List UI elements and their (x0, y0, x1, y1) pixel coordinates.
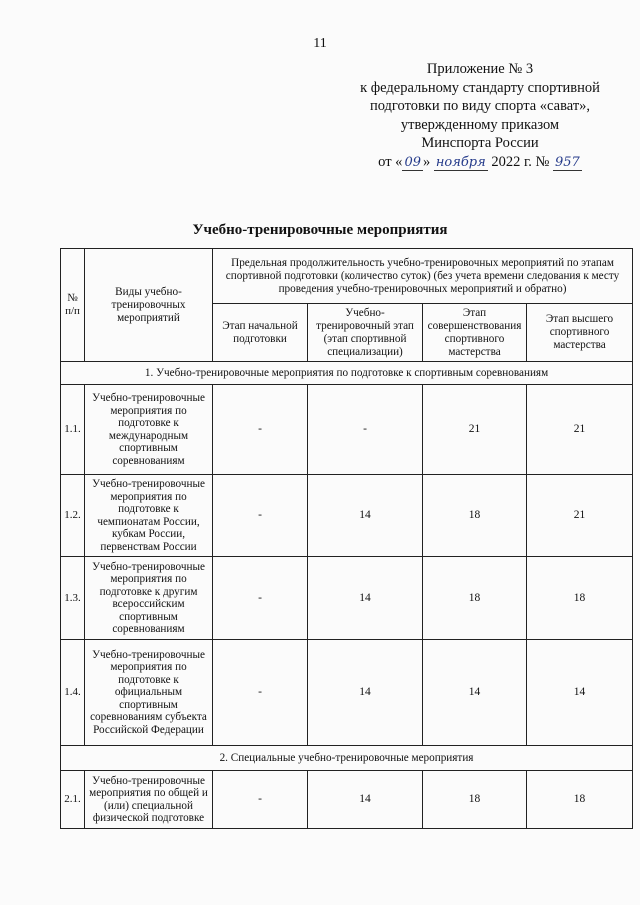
table-row (61, 475, 633, 557)
appendix-block (330, 60, 630, 172)
table-row (61, 640, 633, 746)
date-sep: » (422, 153, 431, 170)
row-num: 1.2. (61, 475, 85, 557)
header-stage: Этап высшего спортивного мастерства (527, 304, 633, 362)
row-value: 14 (308, 640, 423, 746)
row-value: 21 (527, 385, 633, 475)
header-num: № п/п (61, 249, 85, 362)
row-value: 18 (423, 557, 527, 640)
header-stage: Этап совершенствования спортивного мастерства (423, 304, 527, 362)
appendix-line: к федеральному стандарту спортивной (360, 79, 600, 96)
row-value: 18 (423, 771, 527, 829)
row-value: 14 (308, 557, 423, 640)
row-value: 14 (423, 640, 527, 746)
appendix-line: утвержденному приказом (400, 116, 560, 133)
section-title: 2. Специальные учебно-тренировочные мероприятия (61, 746, 633, 771)
section-title: 1. Учебно-тренировочные мероприятия по подготовке к спортивным соревнованиям (61, 362, 633, 385)
header-duration: Предельная продолжительность учебно-тренировочных мероприятий по этапам спортивной подготовки (количество суток) (без учета времени следования к месту проведения учебно-тренировочных мероприятий и обратно) (213, 249, 633, 304)
document-title: Учебно-тренировочные мероприятия (192, 222, 448, 238)
row-value: 21 (423, 385, 527, 475)
header-kinds: Виды учебно-тренировочных мероприятий (85, 249, 213, 362)
header-row (61, 249, 633, 304)
row-value: - (213, 475, 308, 557)
row-value: 21 (527, 475, 633, 557)
section-row (61, 362, 633, 385)
row-value: - (213, 385, 308, 475)
handwritten-day: 09 (404, 154, 421, 170)
row-value: 14 (308, 475, 423, 557)
row-num: 1.3. (61, 557, 85, 640)
header-stage: Этап начальной подготовки (213, 304, 308, 362)
order-date-line (330, 153, 630, 173)
row-name: Учебно-тренировочные мероприятия по общей и (или) специальной физической подготовке (85, 771, 213, 829)
events-table (60, 248, 633, 829)
appendix-line: Минспорта России (421, 135, 539, 151)
row-name: Учебно-тренировочные мероприятия по подготовке к международным спортивным соревнованиям (85, 385, 213, 475)
row-num: 2.1. (61, 771, 85, 829)
row-name: Учебно-тренировочные мероприятия по подготовке к чемпионатам России, кубкам России, первенствам России (85, 475, 213, 557)
page-number: 11 (313, 36, 327, 51)
date-year: 2022 г. № (491, 153, 550, 170)
row-value: 14 (308, 771, 423, 829)
row-name: Учебно-тренировочные мероприятия по подготовке к другим всероссийским спортивным соревнованиям (85, 557, 213, 640)
appendix-line: подготовки по виду спорта «сават», (369, 98, 591, 114)
row-value: 18 (527, 557, 633, 640)
handwritten-month: ноября (435, 154, 486, 170)
table-row (61, 385, 633, 475)
row-value: - (213, 771, 308, 829)
date-prefix: от « (378, 153, 403, 170)
row-value: 18 (423, 475, 527, 557)
row-value: 14 (527, 640, 633, 746)
row-num: 1.1. (61, 385, 85, 475)
section-row (61, 746, 633, 771)
table-row (61, 771, 633, 829)
header-stage: Учебно-тренировочный этап (этап спортивной специализации) (308, 304, 423, 362)
row-value: - (308, 385, 423, 475)
row-name: Учебно-тренировочные мероприятия по подготовке к официальным спортивным соревнованиям субъекта Российской Федерации (85, 640, 213, 746)
row-value: - (213, 640, 308, 746)
row-value: 18 (527, 771, 633, 829)
row-value: - (213, 557, 308, 640)
row-num: 1.4. (61, 640, 85, 746)
appendix-line: Приложение № 3 (426, 61, 534, 77)
table-row (61, 557, 633, 640)
handwritten-order-number: 957 (555, 154, 580, 170)
